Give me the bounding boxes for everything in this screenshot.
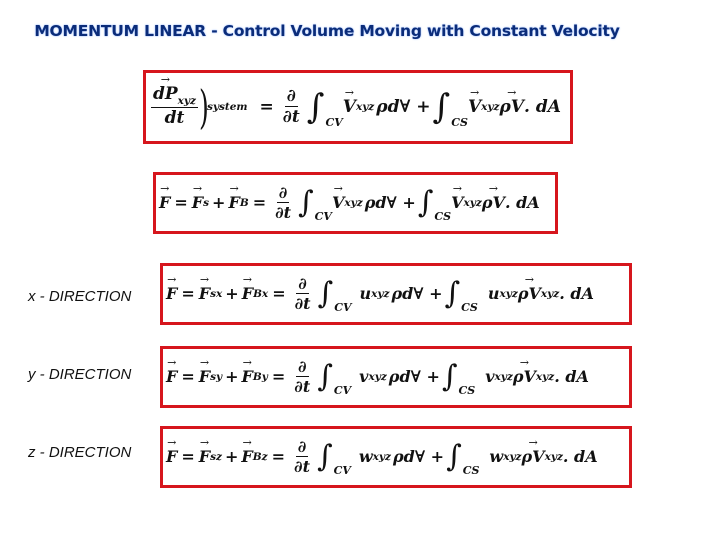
y-direction-label: y - DIRECTION <box>28 366 132 383</box>
cs-integral: ∫ CS <box>432 87 468 129</box>
lhs-fraction: → $\frac{dP_{xyz}}{dt}$ <box>151 85 198 128</box>
system-equation-box <box>143 70 573 144</box>
y-equation-box <box>160 346 632 408</box>
z-equation-box <box>160 426 632 488</box>
z-direction-label: z - DIRECTION <box>28 444 132 461</box>
x-direction-label: x - DIRECTION <box>28 288 132 305</box>
y-equation: → F = → F sy + → F By = $\frac{\partial}{\partial t}$ ∫ CV v xyz ρd∀ + ∫ CS v xyz → ρV xyz . dA <box>166 358 589 397</box>
force-equation-box <box>153 172 558 234</box>
x-equation: → F = → F sx + → F Bx = $\frac{\partial}{\partial t}$ ∫ CV u xyz ρd∀ + ∫ CS u xyz → ρV xyz . dA <box>166 275 594 314</box>
partial-fraction: $\frac{\partial}{\partial t}$ <box>282 85 300 128</box>
right-paren: ) <box>199 80 209 134</box>
x-equation-box <box>160 263 632 325</box>
z-equation: → F = → F sz + → F Bz = $\frac{\partial}{\partial t}$ ∫ CV w xyz ρd∀ + ∫ CS w xyz → ρV xyz . dA <box>166 438 598 477</box>
cv-integral: ∫ CV <box>306 87 343 129</box>
page-title: MOMENTUM LINEAR - Control Volume Moving with Constant Velocity <box>34 22 620 40</box>
force-equation: → F = → F s + → F B = $\frac{\partial}{\partial t}$ ∫ CV → V xyz ρd∀ + ∫ CS → V xyz → ρV . dA <box>159 184 540 223</box>
system-equation: → $\frac{dP_{xyz}}{dt}$ ) system = $\frac{\partial}{\partial t}$ ∫ CV → V xyz ρd∀ + ∫ CS → V xyz → ρV . dA <box>148 84 561 130</box>
